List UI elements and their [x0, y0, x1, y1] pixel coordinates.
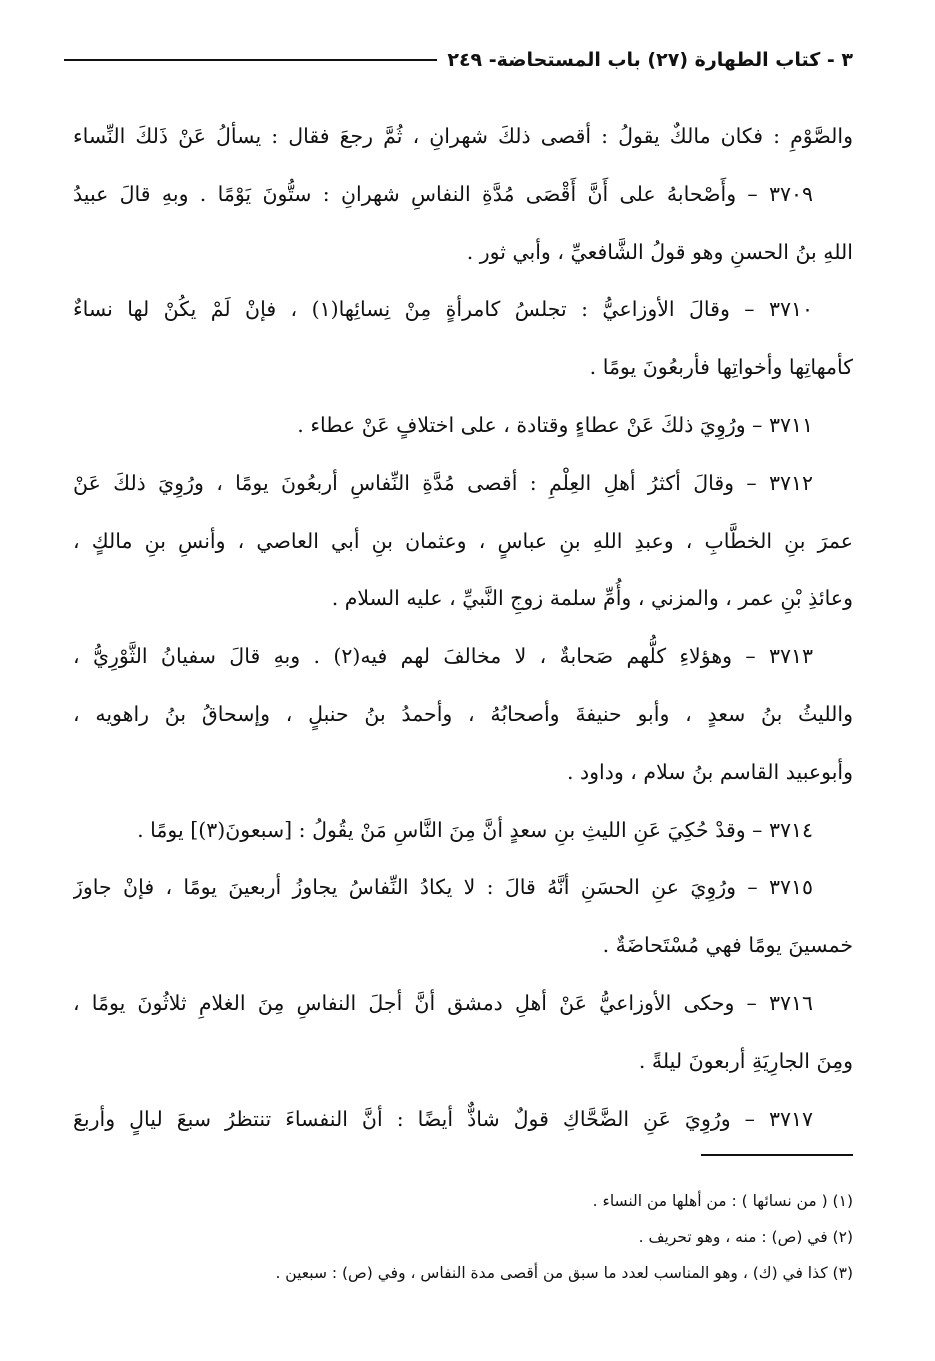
running-header	[60, 40, 853, 80]
text-line: ومِنَ الجارِيَةِ أربعونَ ليلةً .	[638, 1048, 853, 1073]
text-line: كأمهاتِها وأخواتِها فأربعُونَ يومًا .	[589, 355, 853, 380]
footnote-1: (١) ( من نسائها ) : من أهلها من النساء .	[592, 1192, 853, 1210]
text-line: ٣٧٠٩ – وأَصْحابهُ على أَنَّ أَقْصَى مُدَّةِ النفاسِ شهرانِ : ستُّونَ يَوْمًا . وبهِ قالَ عبيدُ	[73, 181, 813, 206]
text-line: والليثُ بنُ سعدٍ ، وأبو حنيفةَ وأصحابُهُ ، وأحمدُ بنُ حنبلٍ ، وإسحاقُ بنُ راهويه ،	[73, 701, 853, 726]
running-header-title: ٣ - كتاب الطهارة (٢٧) باب المستحاضة- ٢٤٩	[447, 49, 853, 71]
text-line: ٣٧١٦ – وحكى الأوزاعيُّ عَنْ أهلِ دمشق أنَّ أجلَ النفاسِ مِنَ الغلامِ ثلاثُونَ يومًا ،	[73, 990, 813, 1015]
footnote-2: (٢) في (ص) : منه ، وهو تحريف .	[638, 1228, 853, 1246]
text-line: والصَّوْمِ : فكان مالكٌ يقولُ : أقصى ذلكَ شهرانِ ، ثُمَّ رجعَ فقال : يسألُ عَنْ ذَلكَ النِّساء	[73, 124, 853, 148]
text-line: وعائذِ بْنِ عمر ، والمزني ، وأُمِّ سلمة زوجِ النَّبيِّ ، عليه السلام .	[331, 586, 853, 611]
text-line: ٣٧١٤ – وقدْ حُكِيَ عَنِ الليثِ بنِ سعدٍ أنَّ مِنَ النَّاسِ مَنْ يقُولُ : [سبعونَ(٣)] يومًا .	[137, 817, 813, 842]
text-line: خمسينَ يومًا فهي مُسْتَحاضَةٌ .	[602, 933, 853, 958]
text-line: اللهِ بنُ الحسنِ وهو قولُ الشَّافعيِّ ، وأبي ثور .	[466, 239, 853, 264]
text-line: ٣٧١٥ – ورُوِيَ عنِ الحسَنِ أنَّهُ قالَ : لا يكادُ النِّفاسُ يجاوزُ أربعينَ يومًا ، فإنْ جاوزَ	[73, 875, 813, 900]
footnote-3: (٣) كذا في (ك) ، وهو المناسب لعدد ما سبق من أقصى مدة النفاس ، وفي (ص) : سبعين .	[275, 1264, 853, 1282]
header-rule	[64, 59, 437, 61]
text-line: ٣٧١٢ – وقالَ أكثرُ أهلِ العِلْمِ : أقصى مُدَّةِ النِّفاسِ أربعُونَ يومًا ، ورُوِيَ ذلكَ عَنْ	[73, 470, 813, 495]
text-line: ٣٧١١ – ورُوِيَ ذلكَ عَنْ عطاءٍ وقتادة ، على اختلافٍ عَنْ عطاء .	[297, 412, 813, 437]
text-line: وأبوعبيد القاسم بنُ سلام ، وداود .	[566, 759, 853, 784]
text-line: ٣٧١٣ – وهؤلاءِ كلُّهم صَحابةٌ ، لا مخالفَ لهم فيه(٢) . وبهِ قالَ سفيانُ الثَّوْرِيُّ ،	[73, 644, 814, 669]
footnotes	[73, 1183, 853, 1291]
footnote-rule	[701, 1154, 853, 1156]
text-line: ٣٧١٧ – ورُوِيَ عَنِ الضَّحَّاكِ قولٌ شاذٌّ أيضًا : أنَّ النفساءَ تنتظرُ سبعَ ليالٍ وأربعَ	[73, 1106, 813, 1131]
text-line: ٣٧١٠ – وقالَ الأوزاعيُّ : تجلسُ كامرأةٍ مِنْ نِسائِها(١) ، فإنْ لَمْ يكُنْ لها نساءٌ	[73, 297, 814, 322]
main-text	[73, 108, 853, 1148]
text-line: عمرَ بنِ الخطَّابِ ، وعبدِ اللهِ بنِ عباسٍ ، وعثمان بنِ أبي العاصي ، وأنسِ بنِ مالكٍ ،	[73, 528, 853, 553]
